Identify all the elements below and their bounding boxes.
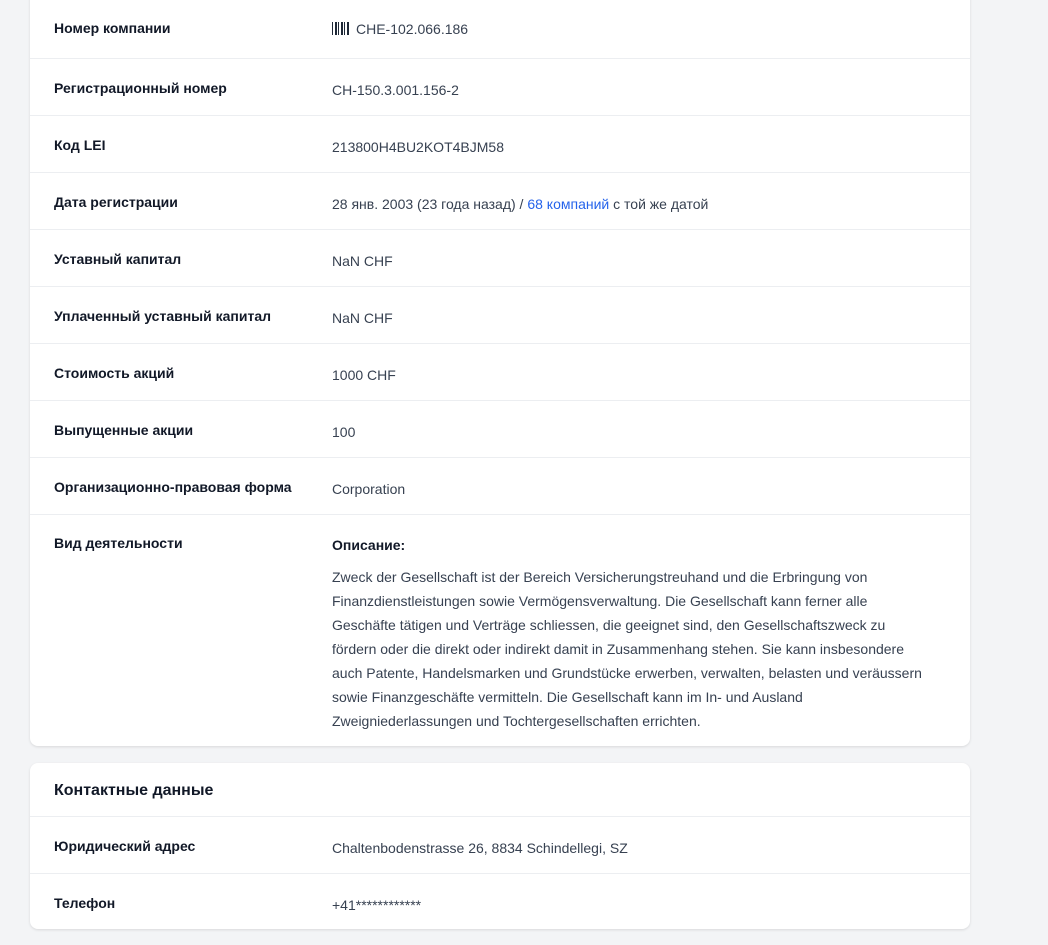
activity-value (332, 535, 970, 733)
row-registration-number (30, 58, 970, 115)
company-number-value: CHE-102.066.186 (356, 21, 469, 37)
row-registration-date (30, 172, 970, 229)
activity-label: Вид деятельности (54, 535, 183, 551)
share-value-value: 1000 CHF (332, 367, 396, 383)
row-legal-form (30, 457, 970, 514)
registration-date-text: 28 янв. 2003 (23 года назад) / (332, 196, 528, 212)
legal-address-value: Chaltenbodenstrasse 26, 8834 Schindellegi, SZ (332, 840, 628, 856)
row-issued-shares (30, 400, 970, 457)
legal-form-label: Организационно-правовая форма (54, 479, 292, 495)
phone-value: +41************ (332, 897, 422, 913)
row-legal-address (30, 816, 970, 873)
legal-address-label: Юридический адрес (54, 838, 196, 854)
row-paid-capital (30, 286, 970, 343)
row-lei-code (30, 115, 970, 172)
contacts-title: Контактные данные (54, 782, 214, 799)
row-company-number (30, 0, 970, 58)
company-details-card (30, 0, 970, 746)
lei-code-value: 213800H4BU2KOT4BJM58 (332, 139, 504, 155)
registration-number-label: Регистрационный номер (54, 80, 227, 96)
registration-date-value (332, 194, 970, 212)
authorized-capital-value: NaN CHF (332, 253, 393, 269)
paid-capital-value: NaN CHF (332, 310, 393, 326)
description-text: Zweck der Gesellschaft ist der Bereich Versicherungstreuhand und die Erbringung von Finanzdienstleistungen sowie Vermögensverwaltung. Die Gesellschaft kann ferner alle Geschäfte tätigen und Verträge schliessen, die geeignet sind, den Gesellschaftszweck zu fördern oder die direkt oder indirekt damit in Zusammenhang stehen. Sie kann insbesondere auch Patente, Handelsmarken und Grundstücke erwerben, verwalten, belasten und veräussern sowie Finanzgeschäfte vermitteln. Die Gesellschaft kann im In- und Ausland Zweigniederlassungen und Tochtergesellschaften errichten. (332, 569, 922, 729)
contacts-card (30, 763, 970, 929)
company-number-value-wrap (332, 20, 970, 37)
row-authorized-capital (30, 229, 970, 286)
authorized-capital-label: Уставный капитал (54, 251, 182, 267)
paid-capital-label: Уплаченный уставный капитал (54, 308, 272, 324)
registration-number-value: CH-150.3.001.156-2 (332, 82, 459, 98)
share-value-label: Стоимость акций (54, 365, 175, 381)
company-number-label: Номер компании (54, 20, 171, 36)
row-share-value (30, 343, 970, 400)
legal-form-value: Corporation (332, 481, 406, 497)
barcode-icon (332, 22, 349, 35)
issued-shares-label: Выпущенные акции (54, 422, 194, 438)
lei-code-label: Код LEI (54, 137, 106, 153)
row-phone (30, 873, 970, 930)
description-title: Описание: (332, 537, 406, 553)
same-date-companies-link[interactable]: 68 компаний (527, 196, 610, 212)
phone-label: Телефон (54, 895, 116, 911)
issued-shares-value: 100 (332, 424, 356, 440)
registration-date-label: Дата регистрации (54, 194, 178, 210)
registration-date-suffix: с той же датой (609, 196, 709, 212)
row-activity (30, 514, 970, 746)
